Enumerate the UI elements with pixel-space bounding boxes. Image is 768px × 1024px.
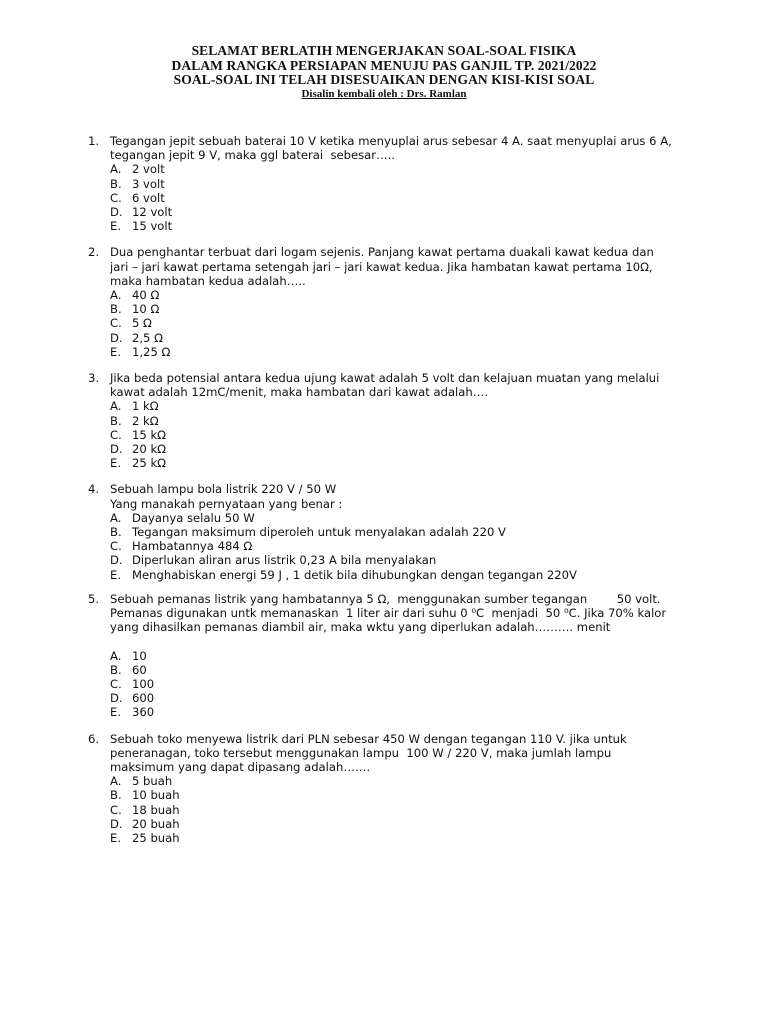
question-text: Sebuah lampu bola listrik 220 V / 50 W Yang manakah pernyataan yang benar : (110, 482, 343, 511)
question-number: 1. (88, 134, 100, 148)
question-number: 5. (88, 591, 100, 606)
question-number: 2. (88, 245, 100, 260)
option-letter: B. (110, 413, 122, 428)
option-c (110, 677, 708, 691)
option-letter: B. (110, 788, 122, 803)
option-text: 20 kΩ (132, 442, 167, 457)
option-a (110, 649, 708, 663)
option-letter: E. (110, 705, 122, 720)
question-text: Sebuah toko menyewa listrik dari PLN sebesar 450 W dengan tegangan 110 V. jika untuk peneranagan, toko tersebut menggunakan lampu 100 W / 220 V, maka jumlah lampu maksimum yang dapat dipasang adalah……. (110, 731, 627, 774)
option-c (110, 316, 708, 330)
option-text: 2 kΩ (132, 413, 159, 428)
option-d (110, 817, 708, 831)
option-b (110, 788, 708, 802)
option-text: 40 Ω (132, 288, 160, 303)
option-letter: B. (110, 525, 122, 540)
option-letter: C. (110, 539, 122, 554)
option-text: 12 volt (132, 205, 173, 220)
header-line-2: DALAM RANGKA PERSIAPAN MENUJU PAS GANJIL TP. 2021/2022 (171, 57, 597, 73)
option-text: 360 (132, 705, 155, 720)
question-text: Jika beda potensial antara kedua ujung kawat adalah 5 volt dan kelajuan muatan yang melalui kawat adalah 12mC/menit, maka hambatan dari kawat adalah…. (110, 371, 660, 400)
option-e (110, 219, 708, 233)
option-a (110, 162, 708, 176)
option-text: 18 buah (132, 802, 180, 817)
question-number: 6. (88, 731, 100, 746)
option-c (110, 428, 708, 442)
option-letter: A. (110, 774, 122, 789)
option-letter: E. (110, 830, 122, 845)
option-text: Diperlukan aliran arus listrik 0,23 A bila menyalakan (132, 553, 437, 568)
option-letter: D. (110, 553, 123, 568)
option-letter: A. (110, 162, 122, 177)
option-e (110, 831, 708, 845)
option-letter: A. (110, 288, 122, 303)
question-4 (88, 482, 708, 581)
option-e (110, 345, 708, 359)
option-letter: A. (110, 510, 122, 525)
option-text: 10 (132, 648, 147, 663)
option-text: 25 buah (132, 830, 180, 845)
option-letter: A. (110, 648, 122, 663)
option-letter: D. (110, 816, 123, 831)
header-line-1: SELAMAT BERLATIH MENGERJAKAN SOAL-SOAL FISIKA (191, 43, 577, 58)
option-letter: E. (110, 344, 122, 359)
option-letter: D. (110, 205, 123, 220)
option-letter: A. (110, 399, 122, 414)
option-text: Dayanya selalu 50 W (132, 510, 255, 525)
option-text: 2,5 Ω (132, 330, 163, 345)
question-text: Dua penghantar terbuat dari logam sejenis. Panjang kawat pertama duakali kawat kedua dan jari – jari kawat pertama setengah jari – jari kawat kedua. Jika hambatan kawat pertama 10Ω, maka hambatan kedua adalah….. (110, 245, 654, 288)
option-text: 1,25 Ω (132, 344, 171, 359)
option-b (110, 177, 708, 191)
option-letter: C. (110, 427, 122, 442)
option-text: Hambatannya 484 Ω (132, 539, 253, 554)
question-6 (88, 732, 708, 846)
question-text: Sebuah pemanas listrik yang hambatannya 5 Ω, menggunakan sumber tegangan 50 volt. Pemanas digunakan untk memanaskan 1 liter air dari suhu 0 ⁰C menjadi 50 ⁰C. Jika 70% kalor yang dihasilkan pemanas diambil air, maka wktu yang diperlukan adalah………. menit (110, 591, 667, 635)
option-text: 10 Ω (132, 302, 160, 317)
question-1 (88, 134, 708, 233)
option-d (110, 331, 708, 345)
option-letter: E. (110, 456, 122, 471)
option-letter: B. (110, 302, 122, 317)
option-b (110, 525, 708, 539)
option-text: 5 Ω (132, 316, 152, 331)
option-letter: D. (110, 442, 123, 457)
option-text: Tegangan maksimum diperoleh untuk menyalakan adalah 220 V (132, 525, 506, 540)
option-e (110, 456, 708, 470)
option-a (110, 774, 708, 788)
option-letter: E. (110, 567, 122, 582)
option-text: 25 kΩ (132, 456, 167, 471)
option-text: 1 kΩ (132, 399, 159, 414)
header-line-3: SOAL-SOAL INI TELAH DISESUAIKAN DENGAN KISI-KISI SOAL (173, 72, 595, 87)
question-number: 3. (88, 371, 100, 386)
option-b (110, 663, 708, 677)
option-a (110, 399, 708, 413)
question-list (88, 134, 708, 857)
option-c (110, 539, 708, 553)
option-letter: C. (110, 802, 122, 817)
option-text: 15 volt (132, 219, 173, 234)
question-2 (88, 245, 708, 359)
question-number: 4. (88, 482, 100, 497)
option-b (110, 302, 708, 316)
document-header (0, 44, 768, 101)
option-letter: B. (110, 662, 122, 677)
option-text: Menghabiskan energi 59 J , 1 detik bila dihubungkan dengan tegangan 220V (132, 567, 577, 582)
question-text: Tegangan jepit sebuah baterai 10 V ketika menyuplai arus sebesar 4 A. saat menyuplai arus 6 A, tegangan jepit 9 V, maka ggl baterai sebesar….. (110, 134, 672, 163)
option-letter: B. (110, 176, 122, 191)
question-5 (88, 592, 708, 720)
option-c (110, 803, 708, 817)
option-letter: D. (110, 691, 123, 706)
option-letter: E. (110, 219, 122, 234)
option-text: 60 (132, 662, 147, 677)
option-letter: D. (110, 330, 123, 345)
option-text: 10 buah (132, 788, 180, 803)
option-a (110, 288, 708, 302)
header-credit: Disalin kembali oleh : Drs. Ramlan (301, 87, 467, 100)
option-text: 5 buah (132, 774, 173, 789)
option-c (110, 191, 708, 205)
option-letter: C. (110, 190, 122, 205)
option-text: 6 volt (132, 190, 165, 205)
option-a (110, 511, 708, 525)
option-d (110, 442, 708, 456)
option-d (110, 553, 708, 567)
option-letter: C. (110, 316, 122, 331)
option-d (110, 691, 708, 705)
option-d (110, 205, 708, 219)
question-3 (88, 371, 708, 470)
option-text: 20 buah (132, 816, 180, 831)
option-text: 15 kΩ (132, 427, 167, 442)
option-e (110, 568, 708, 582)
option-text: 3 volt (132, 176, 165, 191)
option-e (110, 705, 708, 719)
option-text: 600 (132, 691, 155, 706)
option-text: 2 volt (132, 162, 165, 177)
option-text: 100 (132, 676, 155, 691)
option-letter: C. (110, 676, 122, 691)
option-b (110, 414, 708, 428)
